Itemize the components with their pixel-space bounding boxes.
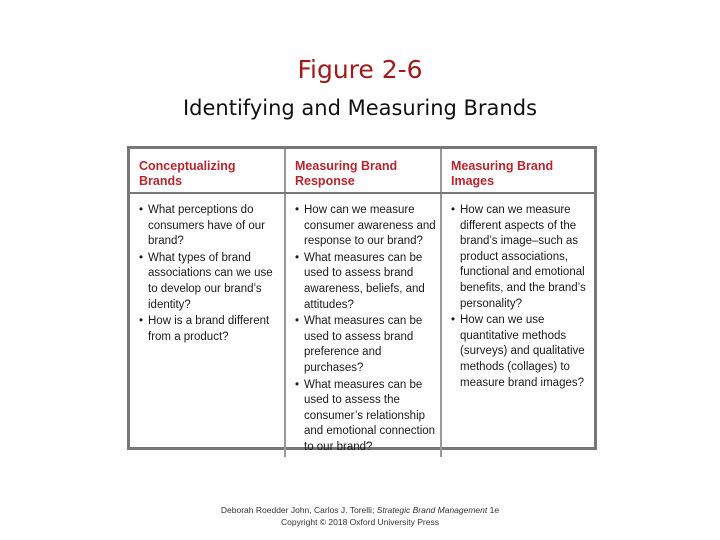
figure-subtitle: Identifying and Measuring Brands [182, 96, 538, 120]
column-measuring-brand-response [285, 193, 441, 457]
bullet-list [295, 203, 436, 456]
list-item: • How is a brand different from a product? [139, 314, 280, 345]
bullet-list [139, 203, 280, 345]
brand-table-grid [130, 149, 594, 457]
list-item: • What measures can be used to assess brand awareness, beliefs, and attitudes? [295, 251, 436, 313]
bullet-list [451, 203, 590, 391]
list-item: • What perceptions do consumers have of our brand? [139, 203, 280, 250]
table-header-row [130, 149, 594, 193]
list-item: • What measures can be used to assess brand preference and purchases? [295, 314, 436, 376]
list-item: • What types of brand associations can we use to develop our brand’s identity? [139, 251, 280, 313]
header-conceptualizing-brands: Conceptualizing Brands [130, 149, 285, 193]
table-body-row [130, 193, 594, 457]
list-item: • How can we use quantitative methods (surveys) and qualitative methods (collages) to measure brand images? [451, 313, 590, 391]
citation-authors: Deborah Roedder John, Carlos J. Torelli; [220, 505, 375, 515]
citation-book: Strategic Brand Management [376, 505, 488, 515]
copyright-line: Copyright © 2018 Oxford University Press [281, 517, 439, 527]
header-measuring-brand-response: Measuring Brand Response [285, 149, 441, 193]
citation-edition: 1e [489, 505, 500, 515]
list-item: • How can we measure consumer awareness and response to our brand? [295, 203, 436, 250]
column-conceptualizing-brands [130, 193, 285, 457]
column-measuring-brand-images [441, 193, 594, 457]
list-item: • What measures can be used to assess the consumer’s relationship and emotional connection to our brand? [295, 378, 436, 456]
citation-line [0, 504, 720, 516]
list-item: • How can we measure different aspects of the brand’s image–such as product associations, functional and emotional benefits, and the brand’s personality? [451, 203, 590, 312]
brand-table [127, 146, 597, 453]
slide-footer [0, 504, 720, 528]
figure-title: Figure 2-6 [297, 55, 423, 84]
header-measuring-brand-images: Measuring Brand Images [441, 149, 594, 193]
